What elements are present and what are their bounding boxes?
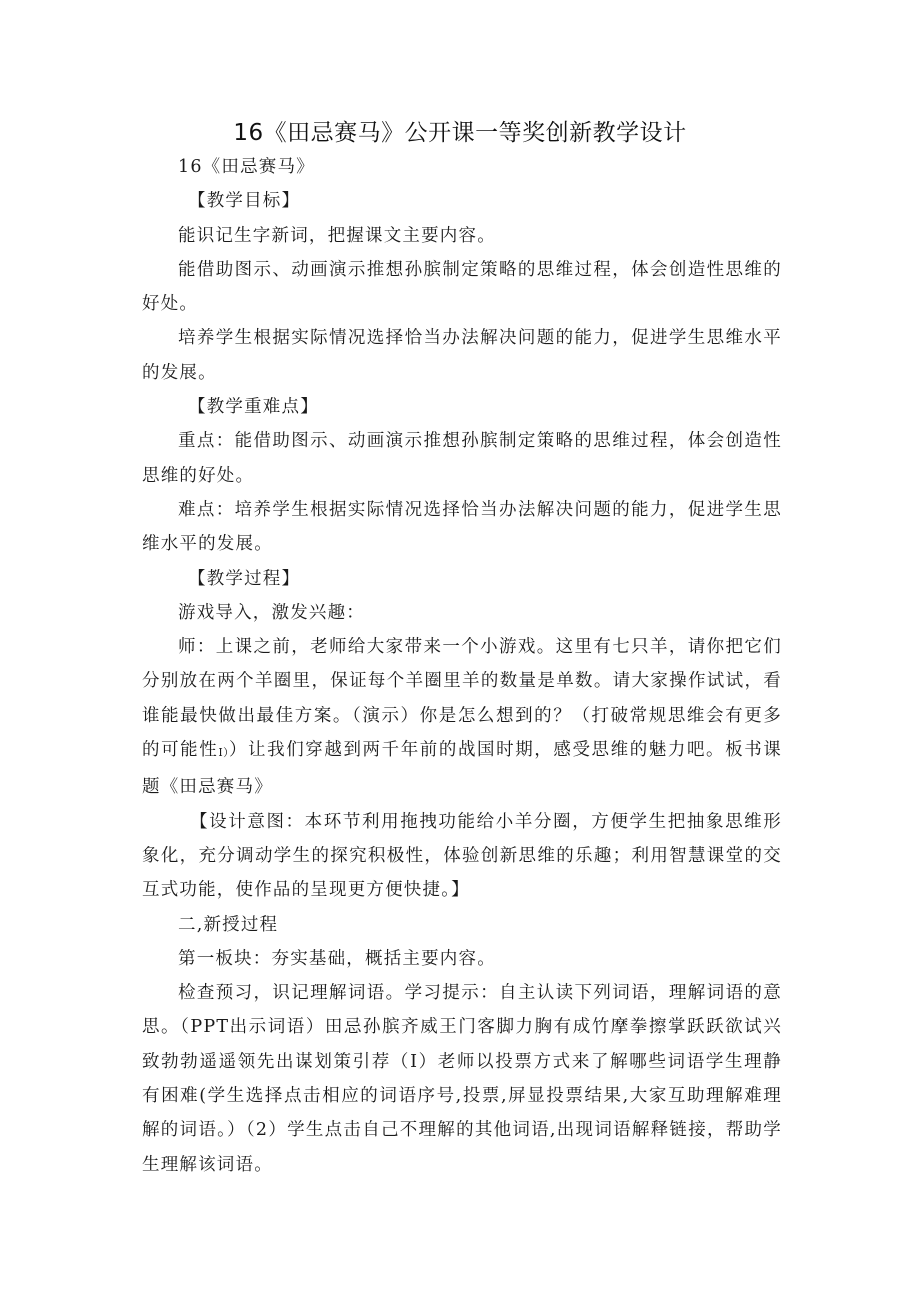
goal-paragraph-3: 培养学生根据实际情况选择恰当办法解决问题的能力，促进学生思维水平的发展。 [142, 328, 782, 383]
preview-paragraph: 检查预习，识记理解词语。学习提示：自主认读下列词语，理解词语的意思。（PPT出示词语）田忌孙膑齐威王门客脚力胸有成竹摩拳擦掌跃跃欲试兴致勃勃遥遥领先出谋划策引荐（I）老师以投票方式来了解哪些词语学生理静有困难(学生选择点击相应的词语序号,投票,屏显投票结果,大家互助理解难理解的词语。）（2）学生点击自己不理解的其他词语,出现词语解释链接，帮助学生理解该词语。 [142, 983, 782, 1175]
design-intent-paragraph: 【设计意图：本环节利用拖拽功能给小羊分圈，方便学生把抽象思维形象化，充分调动学生的探究积极性，体验创新思维的乐趣；利用智慧课堂的交互式功能，使作品的呈现更方便快捷。】 [142, 811, 782, 901]
teacher-mark: I） [218, 746, 229, 760]
document-body [142, 150, 782, 1182]
heading-teaching-goals: 【教学目标】 [188, 191, 301, 212]
key-point-paragraph: 重点：能借助图示、动画演示推想孙膑制定策略的思维过程，体会创造性思维的好处。 [142, 431, 782, 486]
goal-paragraph-2: 能借助图示、动画演示推想孙膑制定策略的思维过程，体会创造性思维的好处。 [142, 259, 782, 315]
section-two-heading: 二,新授过程 [178, 914, 279, 935]
subtitle: 16《田忌赛马》 [178, 157, 315, 177]
heading-key-points: 【教学重难点】 [188, 397, 319, 418]
goal-paragraph-1: 能识记生字新词，把握课文主要内容。 [178, 225, 496, 246]
document-title: 16《田忌赛马》公开课一等奖创新教学设计 [233, 120, 687, 146]
teacher-text-part2: ）让我们穿越到两千年前的战国时期，感受思维的魅力吧。板书课题《田忌赛马》 [142, 740, 782, 798]
heading-teaching-process: 【教学过程】 [188, 568, 301, 589]
difficult-point-paragraph: 难点：培养学生根据实际情况选择恰当办法解决问题的能力，促进学生思维水平的发展。 [142, 499, 782, 555]
teacher-paragraph [142, 630, 782, 804]
intro-title: 游戏导入，激发兴趣： [178, 602, 365, 623]
block-one-heading: 第一板块：夯实基础，概括主要内容。 [178, 948, 496, 969]
teacher-text-part1: 师：上课之前，老师给大家带来一个小游戏。这里有七只羊，请你把它们分别放在两个羊圈里，保证每个羊圈里羊的数量是单数。请大家操作试试，看谁能最快做出最佳方案。（演示）你是怎么想到的？（打破常规思维会有更多的可能性 [142, 637, 782, 761]
